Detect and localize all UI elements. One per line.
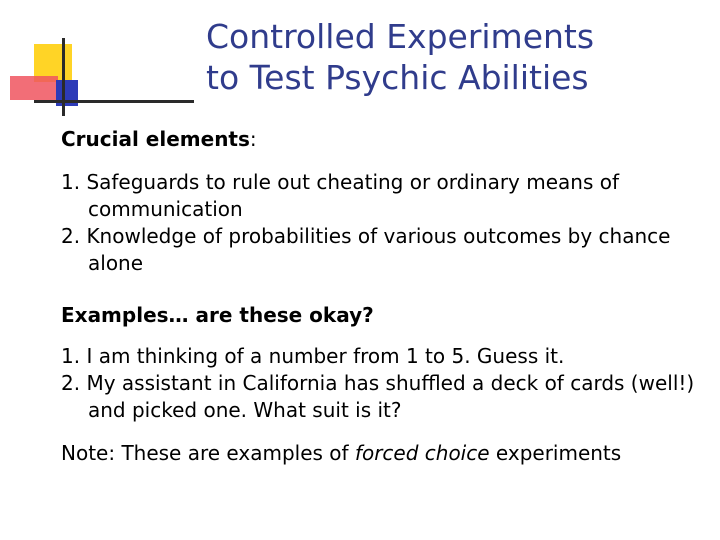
- crucial-list: [61, 169, 711, 277]
- note-prefix: Note: These are examples of: [61, 441, 355, 465]
- crucial-heading: [61, 126, 711, 153]
- note-emphasis: forced choice: [354, 441, 490, 465]
- crucial-heading-colon: :: [249, 127, 257, 151]
- examples-item-1: 1. I am thinking of a number from 1 to 5. Guess it.: [61, 344, 565, 368]
- decor-horizontal-line: [34, 100, 194, 103]
- slide-body: [61, 126, 711, 467]
- note-text: [61, 440, 711, 467]
- decor-vertical-line: [62, 38, 65, 116]
- crucial-heading-text: Crucial elements: [61, 127, 250, 151]
- title-line-2: to Test Psychic Abilities: [206, 58, 589, 97]
- crucial-item-1: 1. Safeguards to rule out cheating or ordinary means of communication: [61, 170, 620, 221]
- examples-heading-text: Examples… are these okay?: [61, 303, 374, 327]
- examples-list: [61, 343, 711, 424]
- title-line-1: Controlled Experiments: [206, 17, 595, 56]
- examples-heading: [61, 302, 711, 329]
- decor-red-bar: [10, 76, 58, 100]
- examples-item-2: 2. My assistant in California has shuffled a deck of cards (well!) and picked one. What suit is it?: [61, 371, 695, 422]
- note-suffix: experiments: [489, 441, 622, 465]
- slide-title: [206, 16, 706, 98]
- crucial-item-2: 2. Knowledge of probabilities of various outcomes by chance alone: [61, 224, 671, 275]
